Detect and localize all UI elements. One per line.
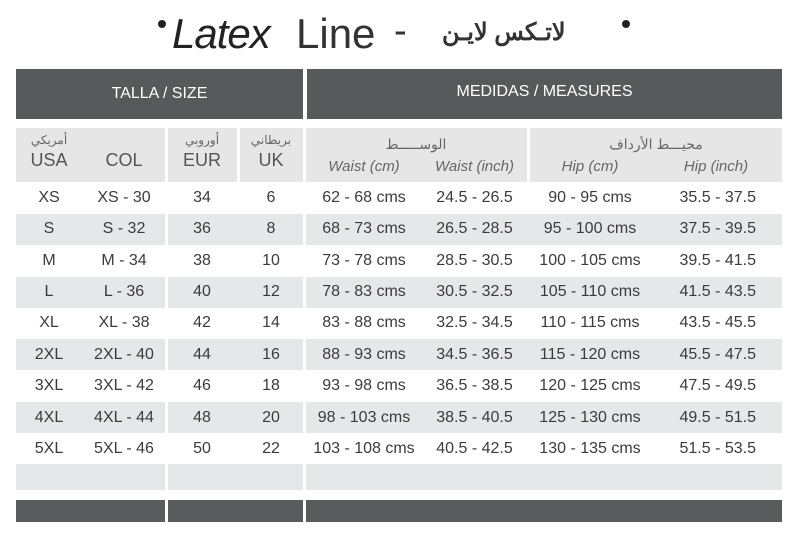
- table-cell-col: XS - 30: [97, 189, 151, 206]
- table-cell-hip-cm: 90 - 95 cms: [548, 189, 632, 206]
- waist-cm-header: Waist (cm): [328, 158, 400, 175]
- table-cell-waist-inch: 26.5 - 28.5: [436, 220, 513, 237]
- row-band-empty: [16, 464, 782, 490]
- brand-latex: Latex: [172, 10, 270, 57]
- table-cell-uk: 8: [266, 220, 276, 237]
- brand-line: Line: [296, 10, 376, 57]
- table-cell-waist-cm: 83 - 88 cms: [322, 314, 406, 331]
- table-cell-hip-inch: 43.5 - 45.5: [679, 314, 756, 331]
- table-cell-hip-cm: 105 - 110 cms: [539, 283, 641, 300]
- table-cell-eur: 40: [193, 283, 211, 300]
- table-cell-hip-inch: 35.5 - 37.5: [679, 189, 756, 206]
- col-column-header: COL: [105, 150, 143, 170]
- footer-bar-left: [16, 500, 165, 522]
- usa-column-header: USA: [30, 150, 68, 170]
- table-cell-eur: 42: [193, 314, 211, 331]
- table-cell-col: 3XL - 42: [94, 377, 154, 394]
- table-cell-hip-cm: 110 - 115 cms: [540, 314, 640, 331]
- table-cell-col: L - 36: [103, 283, 145, 300]
- table-cell-waist-cm: 98 - 103 cms: [317, 409, 411, 426]
- table-cell-col: 5XL - 46: [94, 440, 154, 457]
- table-cell-waist-inch: 28.5 - 30.5: [436, 252, 513, 269]
- bullet-left-icon: [158, 20, 166, 28]
- footer-bar-right: [306, 500, 782, 522]
- table-cell-hip-cm: 130 - 135 cms: [539, 440, 641, 457]
- size-header-label: TALLA / SIZE: [111, 85, 208, 102]
- hip-inch-header: Hip (inch): [683, 158, 749, 175]
- table-cell-hip-cm: 95 - 100 cms: [543, 220, 637, 237]
- table-cell-usa: S: [43, 220, 55, 237]
- table-cell-uk: 12: [262, 283, 280, 300]
- table-cell-uk: 18: [262, 377, 280, 394]
- table-cell-usa: M: [42, 252, 56, 269]
- table-cell-waist-inch: 36.5 - 38.5: [436, 377, 513, 394]
- table-cell-waist-inch: 32.5 - 34.5: [436, 314, 513, 331]
- usa-arabic-label: أمريكي: [30, 133, 68, 147]
- waist-inch-header: Waist (inch): [435, 158, 514, 175]
- measures-header-label: MEDIDAS / MEASURES: [456, 83, 633, 100]
- table-cell-usa: 2XL: [34, 346, 64, 363]
- table-cell-hip-inch: 47.5 - 49.5: [679, 377, 756, 394]
- table-cell-uk: 20: [262, 409, 280, 426]
- table-cell-waist-cm: 103 - 108 cms: [313, 440, 415, 457]
- table-cell-eur: 46: [193, 377, 211, 394]
- table-cell-usa: XL: [39, 314, 59, 331]
- table-cell-col: M - 34: [101, 252, 147, 269]
- table-cell-hip-inch: 45.5 - 47.5: [679, 346, 756, 363]
- table-cell-eur: 34: [193, 189, 211, 206]
- table-cell-hip-inch: 41.5 - 43.5: [679, 283, 756, 300]
- table-cell-col: XL - 38: [98, 314, 150, 331]
- waist-arabic-label: الوســـــط: [385, 136, 447, 152]
- table-cell-uk: 10: [262, 252, 280, 269]
- table-cell-eur: 50: [193, 440, 211, 457]
- table-cell-eur: 44: [193, 346, 211, 363]
- table-cell-col: S - 32: [102, 220, 146, 237]
- table-cell-hip-cm: 100 - 105 cms: [539, 252, 641, 269]
- brand-arabic: لاتـكس لايـن: [442, 19, 566, 46]
- table-cell-hip-inch: 39.5 - 41.5: [679, 252, 756, 269]
- table-cell-waist-inch: 34.5 - 36.5: [436, 346, 513, 363]
- table-cell-uk: 22: [262, 440, 280, 457]
- table-cell-usa: 5XL: [34, 440, 64, 457]
- table-cell-hip-inch: 51.5 - 53.5: [679, 440, 756, 457]
- eur-arabic-label: أوروبي: [184, 133, 220, 147]
- table-cell-waist-inch: 24.5 - 26.5: [436, 189, 513, 206]
- bullet-right-icon: [622, 20, 630, 28]
- table-cell-usa: L: [44, 283, 54, 300]
- table-cell-waist-cm: 73 - 78 cms: [322, 252, 406, 269]
- table-cell-col: 2XL - 40: [94, 346, 154, 363]
- measures-header: [307, 69, 782, 119]
- table-cell-eur: 48: [193, 409, 211, 426]
- uk-column-header: UK: [258, 150, 284, 170]
- table-cell-hip-cm: 120 - 125 cms: [539, 377, 641, 394]
- footer-bar-mid: [168, 500, 303, 522]
- table-cell-waist-cm: 93 - 98 cms: [322, 377, 406, 394]
- table-cell-col: 4XL - 44: [94, 409, 154, 426]
- table-cell-waist-inch: 40.5 - 42.5: [436, 440, 513, 457]
- page-title: [150, 8, 650, 58]
- table-cell-waist-cm: 88 - 93 cms: [322, 346, 406, 363]
- eur-column-header: EUR: [182, 150, 221, 170]
- table-cell-waist-inch: 30.5 - 32.5: [436, 283, 513, 300]
- table-cell-waist-cm: 62 - 68 cms: [322, 189, 406, 206]
- table-cell-uk: 6: [266, 189, 276, 206]
- table-cell-hip-cm: 115 - 120 cms: [539, 346, 641, 363]
- uk-arabic-label: بريطاني: [250, 133, 292, 147]
- hip-cm-header: Hip (cm): [561, 158, 619, 175]
- table-cell-uk: 16: [262, 346, 280, 363]
- table-cell-usa: 3XL: [34, 377, 64, 394]
- table-cell-hip-inch: 37.5 - 39.5: [679, 220, 756, 237]
- table-cell-waist-cm: 78 - 83 cms: [322, 283, 406, 300]
- hip-arabic-label: محيـــط الأرداف: [609, 136, 703, 152]
- size-header: [16, 69, 303, 119]
- title-dash: -: [394, 10, 407, 52]
- table-cell-usa: 4XL: [34, 409, 64, 426]
- table-cell-usa: XS: [38, 189, 60, 206]
- table-cell-eur: 36: [193, 220, 211, 237]
- table-cell-waist-cm: 68 - 73 cms: [322, 220, 406, 237]
- table-cell-hip-inch: 49.5 - 51.5: [679, 409, 756, 426]
- table-cell-hip-cm: 125 - 130 cms: [539, 409, 641, 426]
- table-cell-uk: 14: [262, 314, 280, 331]
- table-cell-eur: 38: [193, 252, 211, 269]
- table-cell-waist-inch: 38.5 - 40.5: [436, 409, 513, 426]
